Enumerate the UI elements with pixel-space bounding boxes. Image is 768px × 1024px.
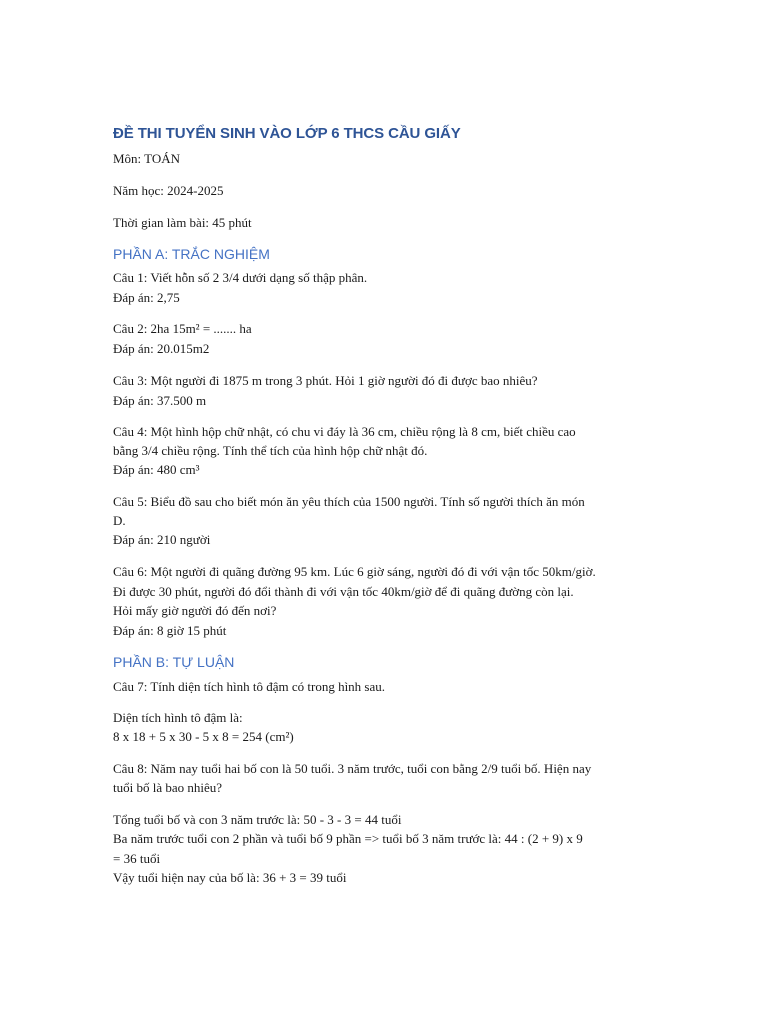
subject-line: Môn: TOÁN [113, 151, 181, 166]
question-7-text: Câu 7: Tính diện tích hình tô đậm có trong hình sau. [113, 679, 386, 694]
school-year-line: Năm học: 2024-2025 [113, 183, 224, 198]
question-7-solution-line-2: 8 x 18 + 5 x 30 - 5 x 8 = 254 (cm²) [113, 729, 294, 744]
question-8-solution-line-4: Vậy tuổi hiện nay của bố là: 36 + 3 = 39 tuổi [113, 870, 347, 885]
question-1-text: Câu 1: Viết hỗn số 2 3/4 dưới dạng số thập phân. [113, 270, 368, 285]
question-2-text: Câu 2: 2ha 15m² = ....... ha [113, 321, 252, 336]
question-5-answer: Đáp án: 210 người [113, 532, 211, 547]
question-4-text-line-2: bằng 3/4 chiều rộng. Tính thể tích của hình hộp chữ nhật đó. [113, 443, 428, 458]
question-6-text-line-1: Câu 6: Một người đi quãng đường 95 km. Lúc 6 giờ sáng, người đó đi với vận tốc 50km/giờ. [113, 564, 596, 579]
question-3-answer: Đáp án: 37.500 m [113, 393, 207, 408]
question-5-text-line-1: Câu 5: Biểu đồ sau cho biết món ăn yêu thích của 1500 người. Tính số người thích ăn món [113, 494, 585, 509]
question-5-text-line-2: D. [113, 513, 126, 528]
question-7-solution-line-1: Diện tích hình tô đậm là: [113, 710, 243, 725]
question-6-text-line-2: Đi được 30 phút, người đó đổi thành đi với vận tốc 40km/giờ để đi quãng đường còn lại. [113, 584, 574, 599]
question-8-solution-line-1: Tổng tuổi bố và con 3 năm trước là: 50 - 3 - 3 = 44 tuổi [113, 812, 402, 827]
question-8-text-line-2: tuổi bố là bao nhiêu? [113, 780, 223, 795]
part-b-heading: PHẦN B: TỰ LUẬN [113, 654, 235, 670]
question-2-answer: Đáp án: 20.015m2 [113, 341, 210, 356]
question-3-text: Câu 3: Một người đi 1875 m trong 3 phút. Hỏi 1 giờ người đó đi được bao nhiêu? [113, 373, 538, 388]
question-8-solution-line-3: = 36 tuổi [113, 851, 161, 866]
question-6-answer: Đáp án: 8 giờ 15 phút [113, 623, 227, 638]
question-8-text-line-1: Câu 8: Năm nay tuổi hai bố con là 50 tuổi. 3 năm trước, tuổi con bằng 2/9 tuổi bố. Hiện nay [113, 761, 592, 776]
document-title: ĐỀ THI TUYỂN SINH VÀO LỚP 6 THCS CẦU GIẤY [113, 125, 461, 142]
question-8-solution-line-2: Ba năm trước tuổi con 2 phần và tuổi bố 9 phần => tuổi bố 3 năm trước là: 44 : (2 + 9) x 9 [113, 831, 583, 846]
part-a-heading: PHẦN A: TRẮC NGHIỆM [113, 246, 270, 262]
question-4-text-line-1: Câu 4: Một hình hộp chữ nhật, có chu vi đáy là 36 cm, chiều rộng là 8 cm, biết chiều cao [113, 424, 576, 439]
question-1-answer: Đáp án: 2,75 [113, 290, 180, 305]
duration-line: Thời gian làm bài: 45 phút [113, 215, 252, 230]
question-4-answer: Đáp án: 480 cm³ [113, 462, 200, 477]
question-6-text-line-3: Hỏi mấy giờ người đó đến nơi? [113, 603, 277, 618]
